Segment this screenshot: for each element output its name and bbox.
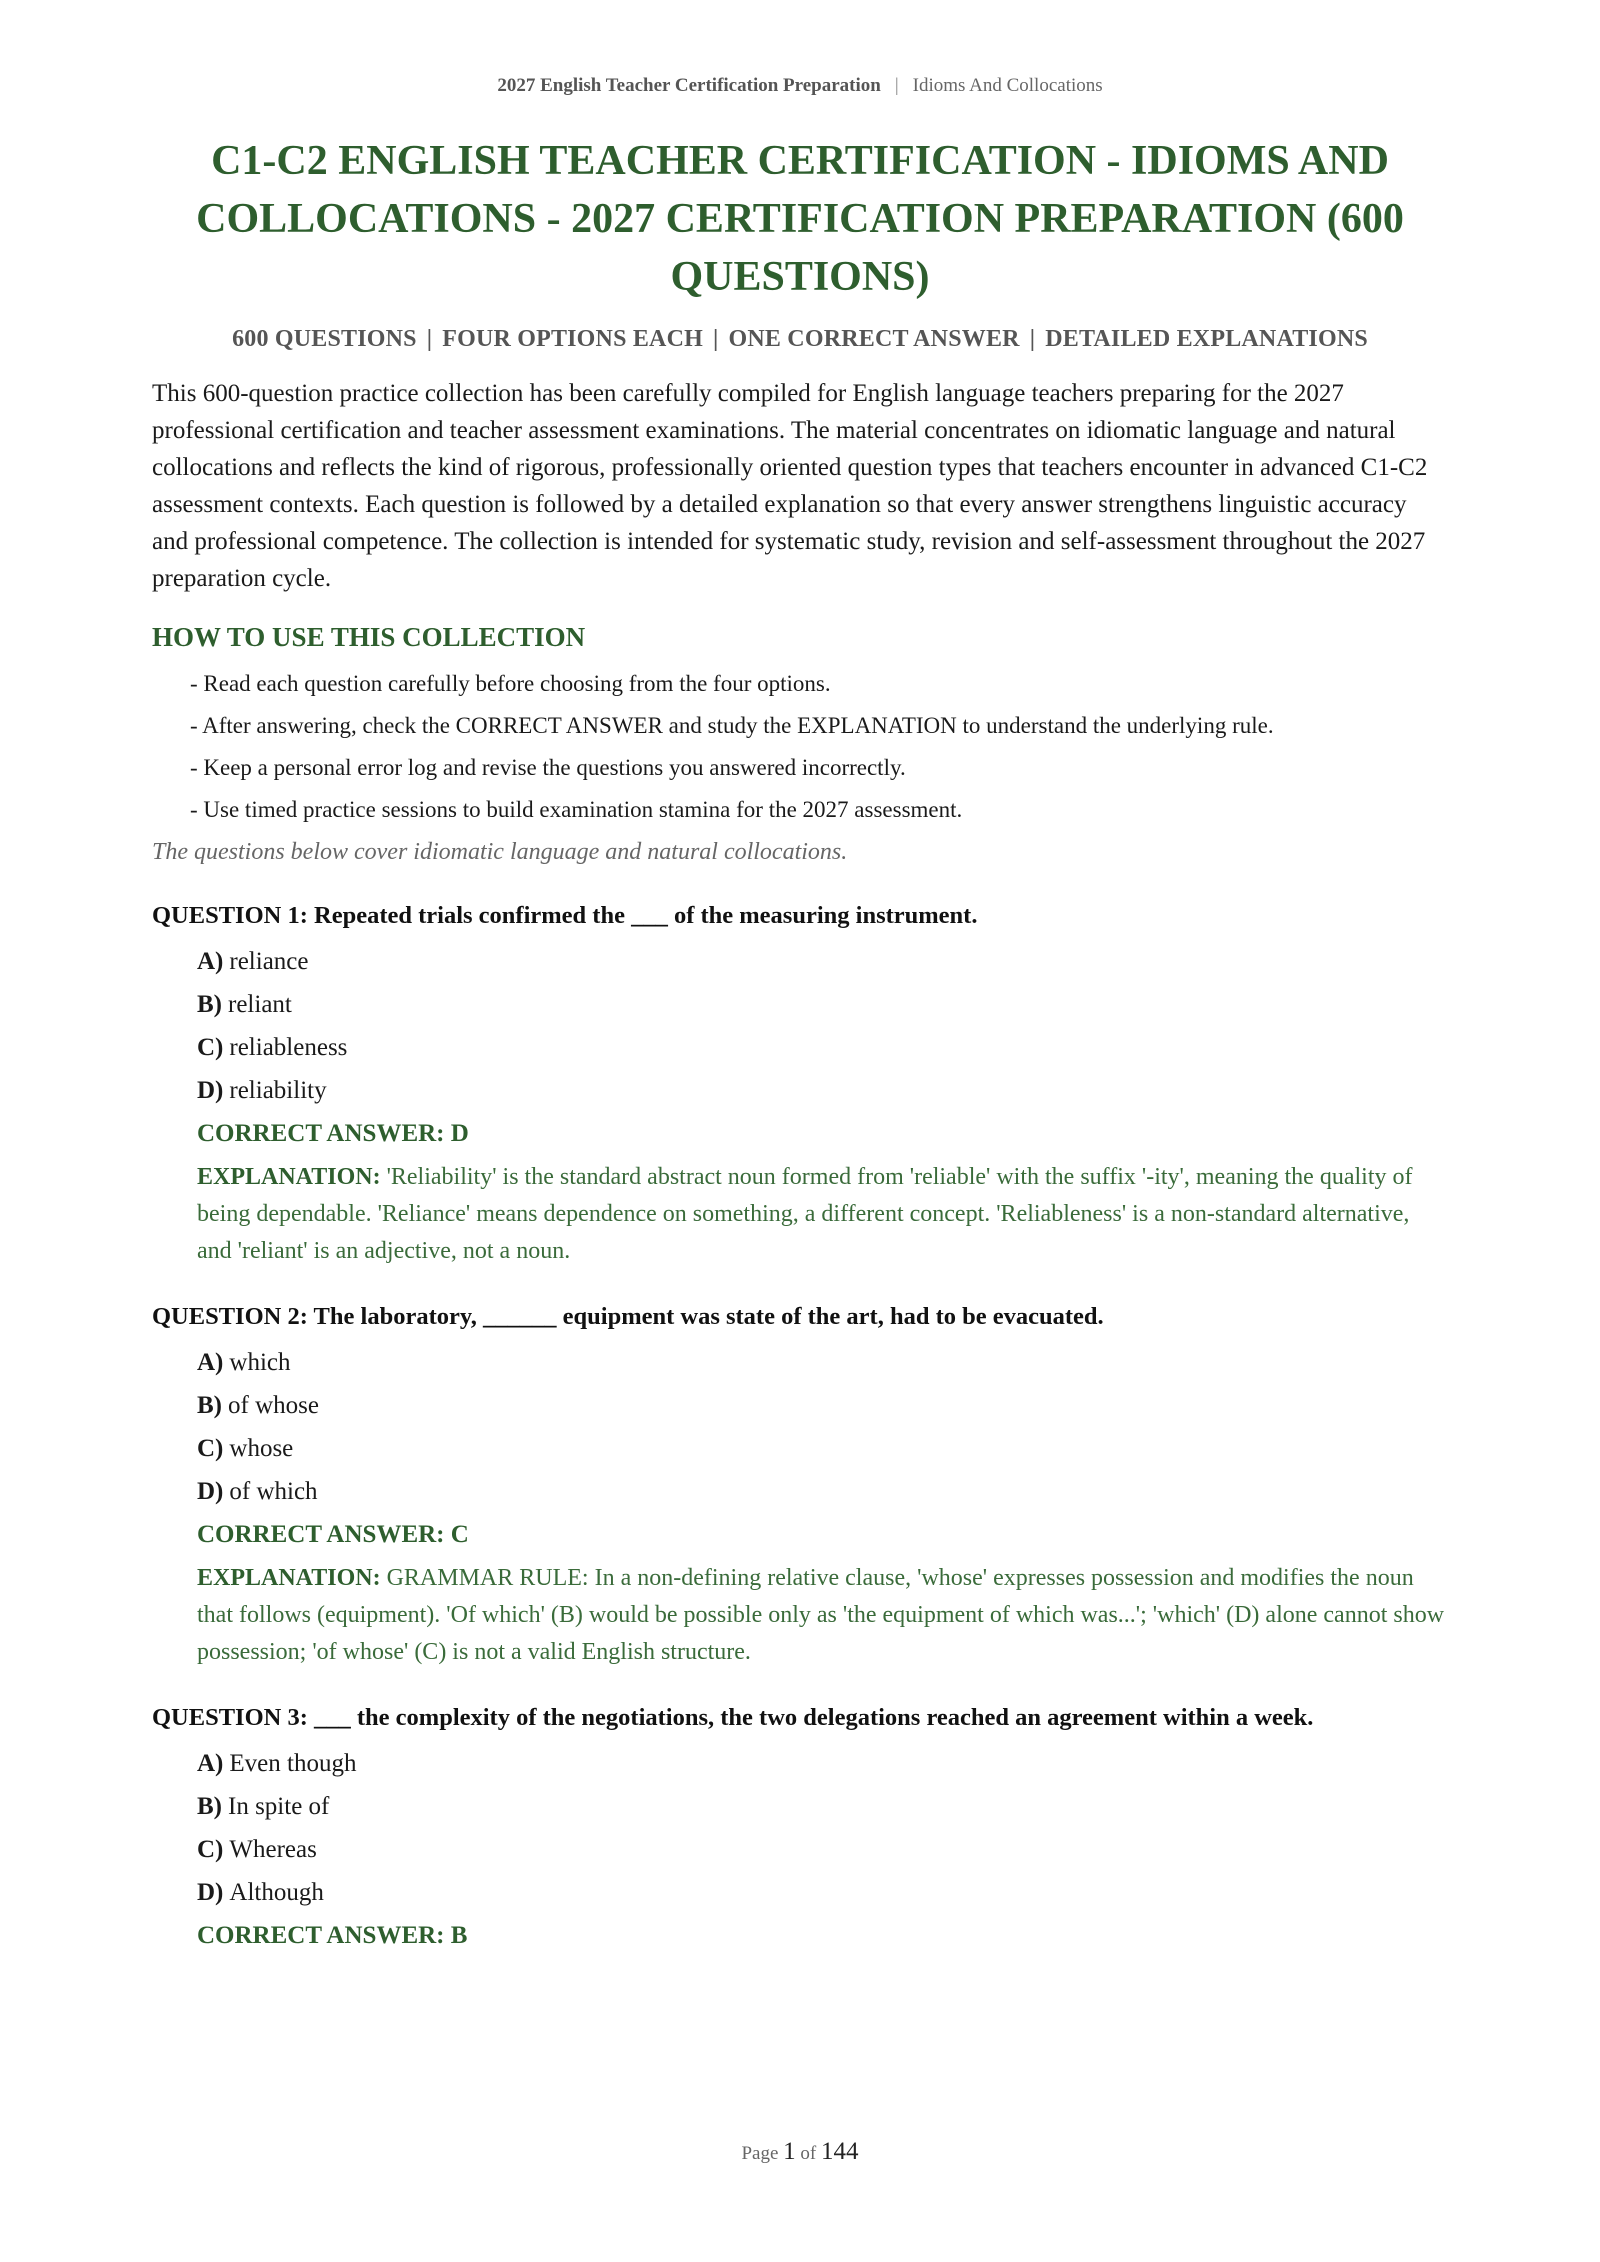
page-word: Page — [741, 2143, 779, 2164]
running-header — [0, 75, 1600, 97]
question-3 — [152, 1699, 1448, 1957]
question-stem: QUESTION 3: ___ the complexity of the negotiations, the two delegations reached an agreement within a week. — [152, 1704, 1314, 1731]
option-a — [197, 1341, 1448, 1384]
option-letter: D) — [197, 1478, 224, 1505]
option-c — [197, 1427, 1448, 1470]
meta-item: 600 QUESTIONS — [232, 326, 417, 352]
how-to-heading: HOW TO USE THIS COLLECTION — [152, 622, 586, 652]
meta-separator: | — [426, 326, 433, 352]
option-d — [197, 1470, 1448, 1513]
correct-answer: CORRECT ANSWER: B — [197, 1922, 468, 1949]
instruction-item: - After answering, check the CORRECT ANSWER and study the EXPLANATION to understand the underlying rule. — [190, 713, 1274, 738]
explanation-text: GRAMMAR RULE: In a non-defining relative clause, 'whose' expresses possession and modifies the noun that follows (equipment). 'Of which' (B) would be possible only as 'the equipment of which was...'; 'which' (D) alone cannot show possession; 'of whose' (C) is not a valid English structure. — [197, 1565, 1445, 1665]
option-text: reliableness — [229, 1034, 348, 1061]
option-letter: B) — [197, 1793, 222, 1820]
of-word: of — [800, 2143, 817, 2164]
option-letter: D) — [197, 1879, 224, 1906]
header-course-title: 2027 English Teacher Certification Preparation — [497, 75, 881, 96]
page-footer — [0, 2138, 1600, 2166]
option-text: Even though — [229, 1750, 357, 1777]
option-letter: D) — [197, 1077, 224, 1104]
option-b — [197, 1384, 1448, 1427]
option-text: which — [229, 1349, 291, 1376]
option-letter: A) — [197, 948, 224, 975]
explanation — [152, 1560, 1448, 1671]
meta-line — [152, 326, 1448, 353]
header-separator: | — [894, 75, 899, 96]
instruction-item: - Use timed practice sessions to build examination stamina for the 2027 assessment. — [190, 797, 963, 822]
options-list — [152, 940, 1448, 1112]
option-text: of whose — [228, 1392, 319, 1419]
option-d — [197, 1069, 1448, 1112]
page-number: 1 — [783, 2138, 796, 2165]
scope-note: The questions below cover idiomatic language and natural collocations. — [152, 839, 848, 865]
option-d — [197, 1871, 1448, 1914]
option-c — [197, 1026, 1448, 1069]
instructions-list — [152, 667, 1448, 827]
question-stem: QUESTION 2: The laboratory, ______ equipment was state of the art, had to be evacuated. — [152, 1303, 1104, 1330]
option-text: Whereas — [229, 1836, 317, 1863]
option-text: reliability — [229, 1077, 327, 1104]
option-letter: B) — [197, 1392, 222, 1419]
option-b — [197, 1785, 1448, 1828]
explanation — [152, 1159, 1448, 1270]
option-text: reliance — [229, 948, 309, 975]
option-text: In spite of — [228, 1793, 330, 1820]
instruction-item: - Keep a personal error log and revise the questions you answered incorrectly. — [190, 755, 906, 780]
option-a — [197, 1742, 1448, 1785]
question-2 — [152, 1298, 1448, 1671]
explanation-text: 'Reliability' is the standard abstract noun formed from 'reliable' with the suffix '-ity', meaning the quality of being dependable. 'Reliance' means dependence on something, a different concept. 'Reliableness' is a non-standard alternative, and 'reliant' is an adjective, not a noun. — [197, 1164, 1413, 1264]
option-letter: A) — [197, 1349, 224, 1376]
meta-item: FOUR OPTIONS EACH — [442, 326, 703, 352]
option-text: of which — [229, 1478, 318, 1505]
option-letter: C) — [197, 1435, 224, 1462]
meta-separator: | — [1029, 326, 1036, 352]
option-a — [197, 940, 1448, 983]
option-text: reliant — [228, 991, 292, 1018]
option-b — [197, 983, 1448, 1026]
option-letter: A) — [197, 1750, 224, 1777]
meta-separator: | — [712, 326, 719, 352]
explanation-label: EXPLANATION: — [197, 1164, 381, 1190]
question-1 — [152, 897, 1448, 1270]
meta-item: DETAILED EXPLANATIONS — [1045, 326, 1368, 352]
document-title: C1-C2 ENGLISH TEACHER CERTIFICATION - IDIOMS AND COLLOCATIONS - 2027 CERTIFICATION PREPARATION (600 QUESTIONS) — [196, 138, 1404, 300]
instruction-item: - Read each question carefully before choosing from the four options. — [190, 671, 831, 696]
meta-item: ONE CORRECT ANSWER — [728, 326, 1020, 352]
total-pages: 144 — [821, 2138, 859, 2165]
option-text: Although — [229, 1879, 324, 1906]
option-text: whose — [229, 1435, 294, 1462]
correct-answer: CORRECT ANSWER: D — [197, 1120, 469, 1147]
option-letter: B) — [197, 991, 222, 1018]
intro-paragraph: This 600-question practice collection has been carefully compiled for English language teachers preparing for the 2027 professional certification and teacher assessment examinations. The material concentrates on idiomatic language and natural collocations and reflects the kind of rigorous, professionally oriented question types that teachers encounter in advanced C1-C2 assessment contexts. Each question is followed by a detailed explanation so that every answer strengthens linguistic accuracy and professional competence. The collection is intended for systematic study, revision and self-assessment throughout the 2027 preparation cycle. — [152, 380, 1428, 592]
correct-answer: CORRECT ANSWER: C — [197, 1521, 469, 1548]
option-letter: C) — [197, 1034, 224, 1061]
question-stem: QUESTION 1: Repeated trials confirmed the ___ of the measuring instrument. — [152, 902, 978, 929]
page-content — [152, 132, 1448, 1957]
options-list — [152, 1742, 1448, 1914]
header-topic: Idioms And Collocations — [912, 75, 1103, 96]
option-c — [197, 1828, 1448, 1871]
options-list — [152, 1341, 1448, 1513]
option-letter: C) — [197, 1836, 224, 1863]
explanation-label: EXPLANATION: — [197, 1565, 381, 1591]
